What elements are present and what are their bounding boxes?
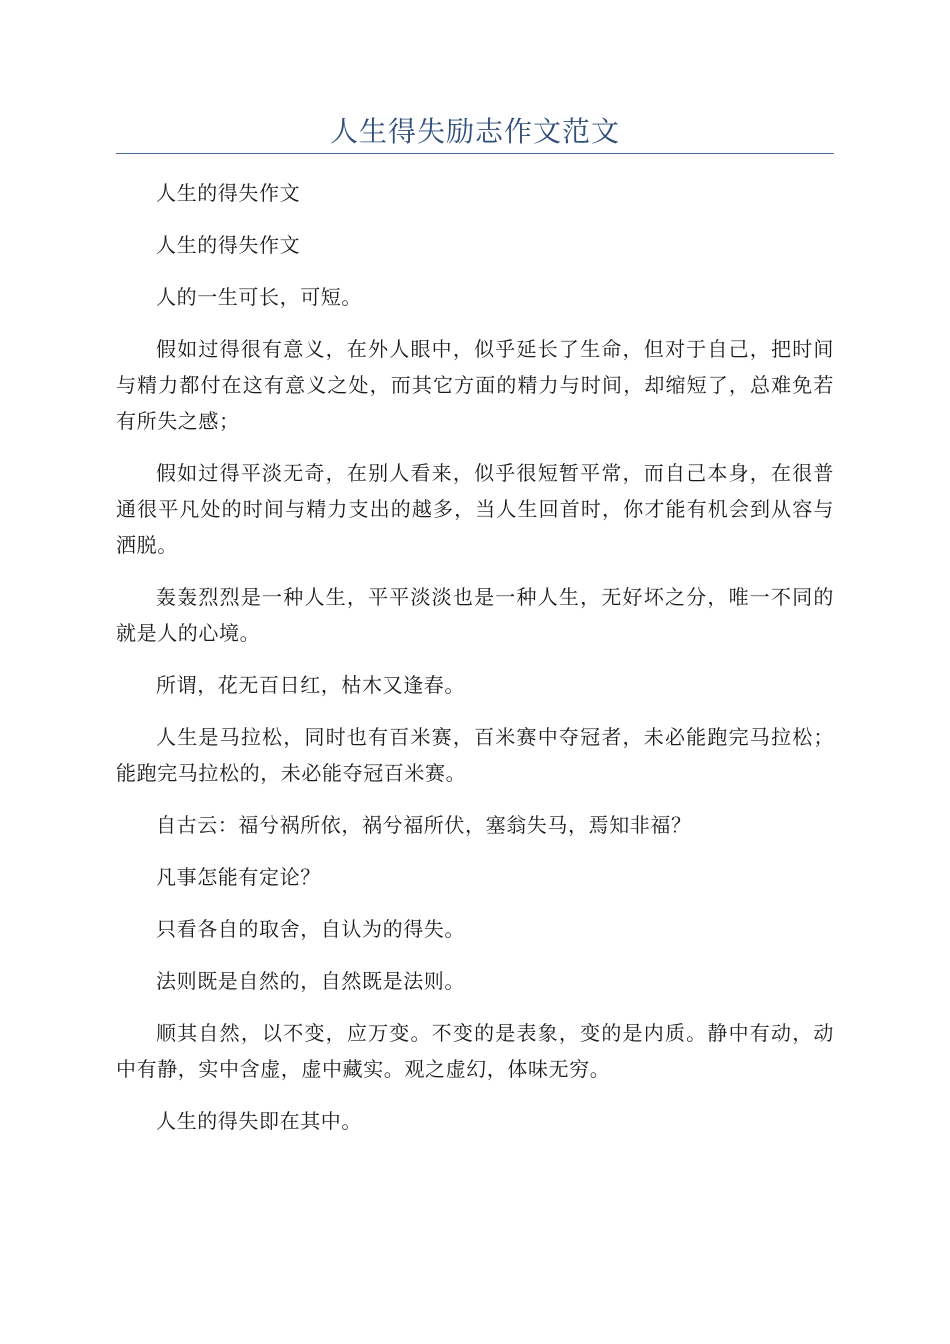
- document-body: [116, 175, 834, 1139]
- paragraph: 轰轰烈烈是一种人生，平平淡淡也是一种人生，无好坏之分，唯一不同的就是人的心境。: [116, 585, 834, 645]
- title-underline: [116, 153, 834, 154]
- paragraph: 人生的得失作文: [156, 181, 301, 205]
- paragraph: 人的一生可长，可短。: [156, 285, 362, 309]
- paragraph: 假如过得很有意义，在外人眼中，似乎延长了生命，但对于自己，把时间与精力都付在这有意义之处，而其它方面的精力与时间，却缩短了，总难免若有所失之感；: [116, 337, 834, 433]
- paragraph: 人生的得失作文: [156, 233, 301, 257]
- paragraph: 所谓，花无百日红，枯木又逢春。: [156, 673, 465, 697]
- paragraph: 假如过得平淡无奇，在别人看来，似乎很短暂平常，而自己本身，在很普通很平凡处的时间与精力支出的越多，当人生回首时，你才能有机会到从容与洒脱。: [116, 461, 834, 557]
- document-title: 人生得失励志作文范文: [329, 115, 620, 148]
- paragraph: 顺其自然，以不变，应万变。不变的是表象，变的是内质。静中有动，动中有静，实中含虚，虚中藏实。观之虚幻，体味无穷。: [116, 1021, 834, 1081]
- paragraph: 人生的得失即在其中。: [156, 1109, 362, 1133]
- paragraph: 人生是马拉松，同时也有百米赛，百米赛中夺冠者，未必能跑完马拉松；能跑完马拉松的，未必能夺冠百米赛。: [116, 725, 834, 785]
- paragraph: 自古云：福兮祸所依，祸兮福所伏，塞翁失马，焉知非福？: [156, 813, 692, 837]
- paragraph: 法则既是自然的，自然既是法则。: [156, 969, 465, 993]
- paragraph: 凡事怎能有定论？: [156, 865, 321, 889]
- document-page: [116, 0, 834, 1155]
- paragraph: 只看各自的取舍，自认为的得失。: [156, 917, 465, 941]
